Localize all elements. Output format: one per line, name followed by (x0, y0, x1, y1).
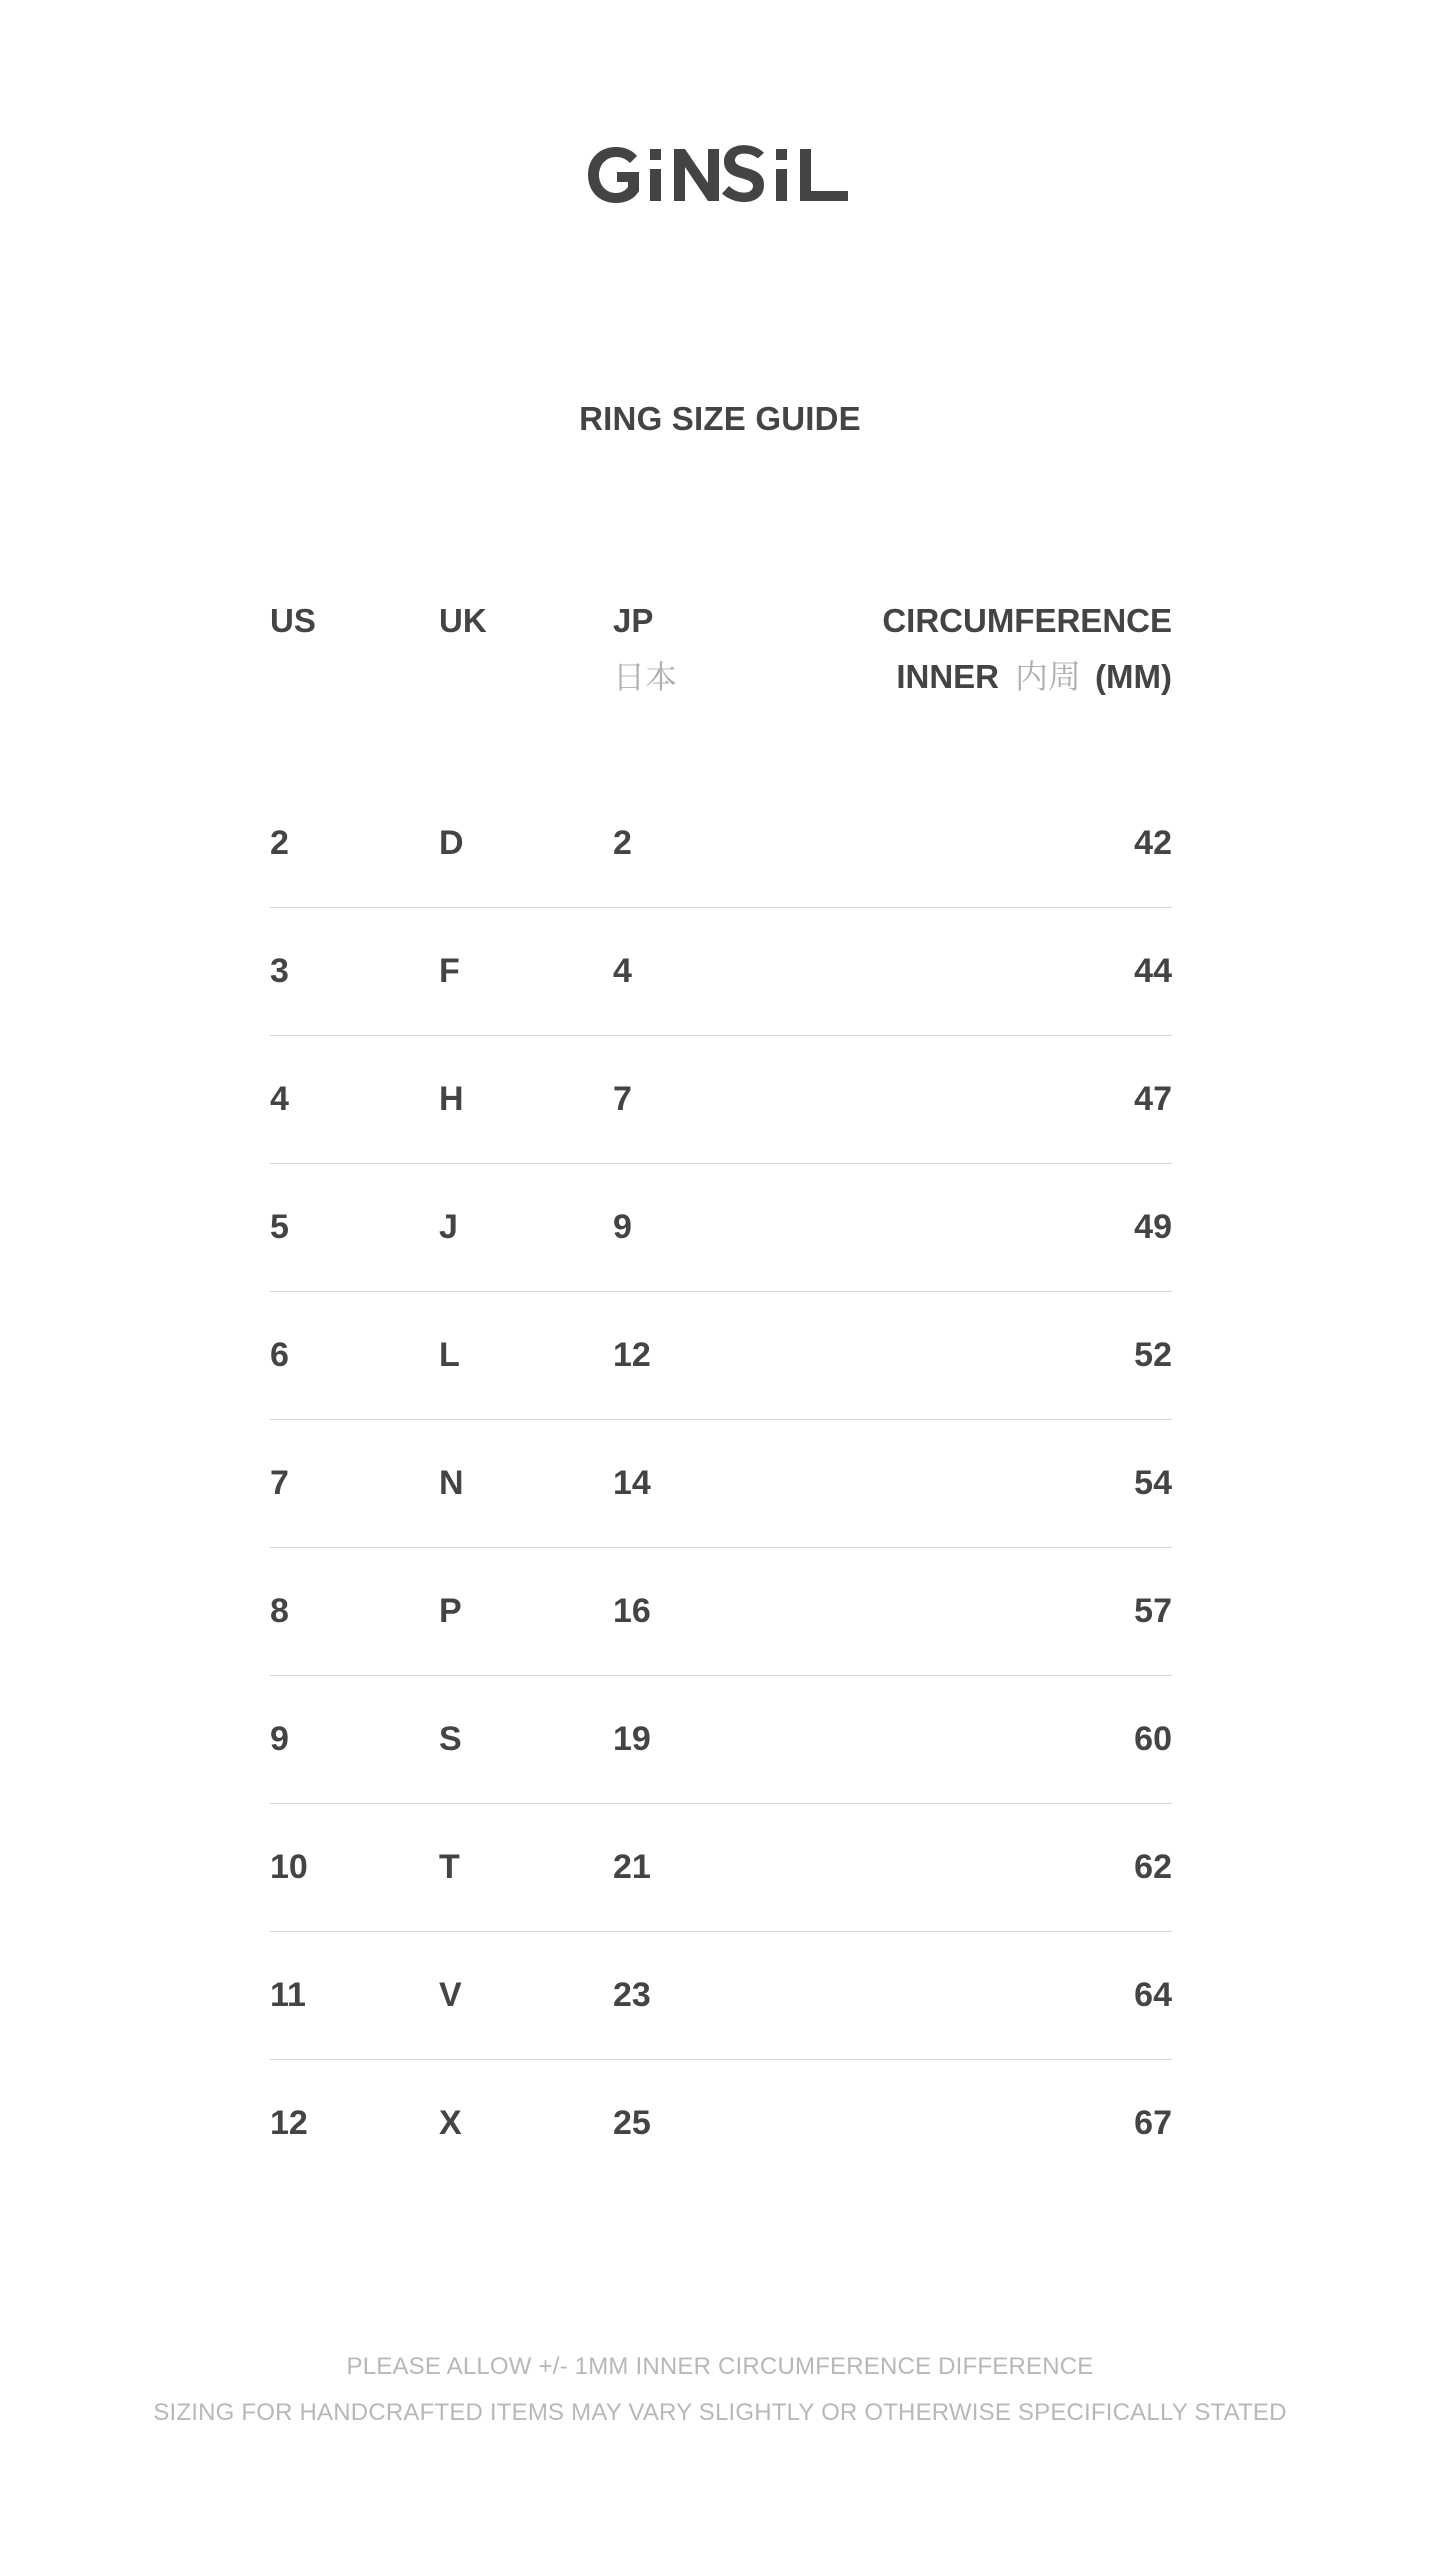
cell-circumference: 62 (1134, 1848, 1172, 1886)
header-circumference (882, 600, 1172, 698)
cell-us: 5 (270, 1208, 289, 1246)
header-circumference-label: CIRCUMFERENCE (882, 602, 1172, 639)
header-unit-label: (MM) (1095, 658, 1172, 695)
cell-jp: 4 (613, 952, 632, 990)
cell-circumference: 44 (1134, 952, 1172, 990)
table-row (270, 1036, 1172, 1164)
cell-jp: 9 (613, 1208, 632, 1246)
cell-uk: X (439, 2104, 462, 2142)
cell-uk: T (439, 1848, 460, 1886)
cell-circumference: 54 (1134, 1464, 1172, 1502)
cell-us: 7 (270, 1464, 289, 1502)
table-row (270, 1164, 1172, 1292)
footer-notes (0, 2344, 1440, 2436)
cell-circumference: 57 (1134, 1592, 1172, 1630)
cell-jp: 2 (613, 824, 632, 862)
cell-circumference: 42 (1134, 824, 1172, 862)
cell-us: 2 (270, 824, 289, 862)
cell-circumference: 60 (1134, 1720, 1172, 1758)
table-row (270, 2060, 1172, 2187)
table-row (270, 1292, 1172, 1420)
cell-circumference: 64 (1134, 1976, 1172, 2014)
size-table (270, 780, 1172, 2187)
header-jp-label: JP (613, 602, 654, 639)
cell-uk: V (439, 1976, 462, 2014)
cell-jp: 14 (613, 1464, 651, 1502)
cell-circumference: 47 (1134, 1080, 1172, 1118)
cell-uk: D (439, 824, 464, 862)
header-uk (439, 600, 487, 642)
cell-us: 8 (270, 1592, 289, 1630)
cell-us: 12 (270, 2104, 308, 2142)
cell-jp: 19 (613, 1720, 651, 1758)
header-us (270, 600, 316, 642)
cell-us: 11 (270, 1976, 306, 2014)
cell-jp: 16 (613, 1592, 651, 1630)
table-row (270, 1548, 1172, 1676)
cell-uk: N (439, 1464, 464, 1502)
note-line-handcrafted: SIZING FOR HANDCRAFTED ITEMS MAY VARY SLIGHTLY OR OTHERWISE SPECIFICALLY STATED (153, 2399, 1287, 2426)
cell-jp: 25 (613, 2104, 651, 2142)
header-uk-label: UK (439, 602, 487, 639)
table-row (270, 1804, 1172, 1932)
header-jp-sublabel: 日本 (613, 659, 678, 695)
table-row (270, 908, 1172, 1036)
table-row (270, 1420, 1172, 1548)
cell-us: 4 (270, 1080, 289, 1118)
cell-uk: P (439, 1592, 462, 1630)
cell-uk: S (439, 1720, 462, 1758)
cell-us: 6 (270, 1336, 289, 1374)
header-us-label: US (270, 602, 316, 639)
cell-uk: H (439, 1080, 464, 1118)
cell-circumference: 52 (1134, 1336, 1172, 1374)
cell-jp: 21 (613, 1848, 651, 1886)
cell-uk: J (439, 1208, 458, 1246)
page-title: RING SIZE GUIDE (579, 400, 861, 437)
cell-jp: 7 (613, 1080, 632, 1118)
header-inner-label: INNER (896, 658, 1000, 695)
table-header (0, 600, 1440, 710)
header-inner-line (882, 656, 1172, 698)
header-jp (613, 600, 677, 698)
note-line-tolerance: PLEASE ALLOW +/- 1MM INNER CIRCUMFERENCE DIFFERENCE (346, 2353, 1094, 2380)
cell-us: 3 (270, 952, 289, 990)
cell-uk: L (439, 1336, 460, 1374)
cell-uk: F (439, 952, 460, 990)
table-row (270, 1676, 1172, 1804)
table-row (270, 780, 1172, 908)
header-inner-cjk: 内周 (1015, 658, 1082, 695)
brand-logo (586, 145, 856, 205)
cell-circumference: 49 (1134, 1208, 1172, 1246)
cell-jp: 12 (613, 1336, 651, 1374)
cell-jp: 23 (613, 1976, 651, 2014)
cell-us: 10 (270, 1848, 308, 1886)
cell-circumference: 67 (1134, 2104, 1172, 2142)
table-row (270, 1932, 1172, 2060)
cell-us: 9 (270, 1720, 289, 1758)
